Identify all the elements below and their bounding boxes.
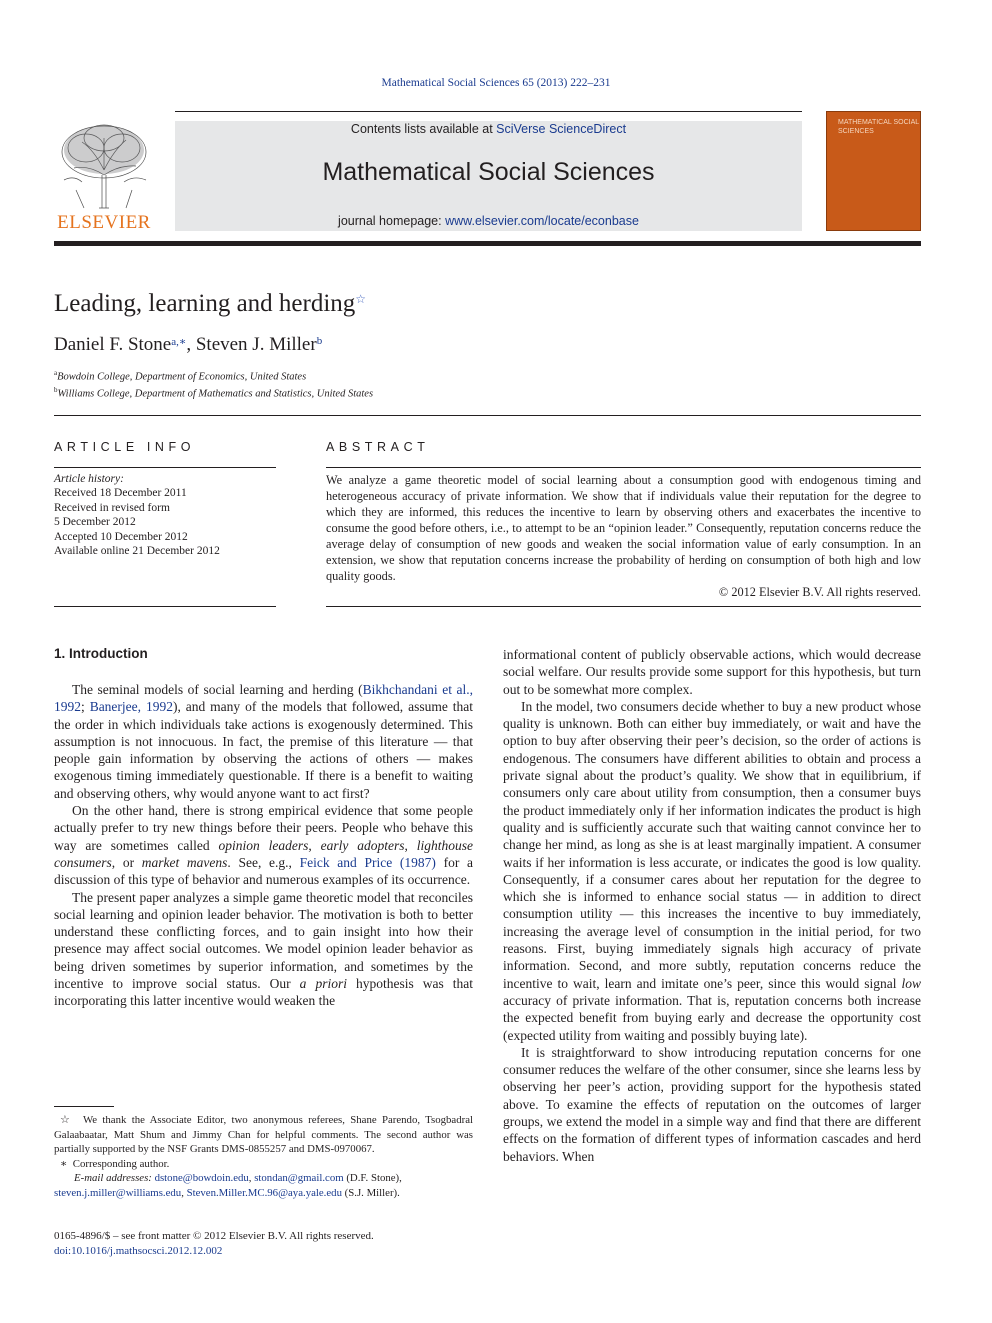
homepage-prefix: journal homepage:: [338, 214, 446, 228]
article-history: [54, 472, 276, 558]
elsevier-tree-icon: [54, 120, 154, 212]
journal-title: Mathematical Social Sciences: [322, 158, 655, 186]
history-item: Received 18 December 2011: [54, 487, 187, 500]
body-left-column: [54, 681, 473, 1010]
article-info-rule-bottom: [54, 606, 276, 607]
contents-prefix: Contents lists available at: [350, 122, 497, 136]
abstract-copyright: © 2012 Elsevier B.V. All rights reserved.: [718, 585, 921, 599]
issn-line: 0165-4896/$ – see front matter © 2012 Elsevier B.V. All rights reserved.: [54, 1230, 374, 1242]
affil-b-text: Williams College, Department of Mathematics and Statistics, United States: [57, 388, 374, 400]
footnote-emails: E-mail addresses: dstone@bowdoin.edu, stondan@gmail.com (D.F. Stone), steven.j.miller@williams.edu, Steven.Miller.MC.96@aya.yale.edu (S.J. Miller).: [54, 1172, 402, 1199]
email-link[interactable]: Steven.Miller.MC.96@aya.yale.edu: [186, 1186, 342, 1199]
footnotes: [54, 1113, 473, 1200]
affil-a-mark: a: [54, 369, 58, 377]
title-footnote-mark[interactable]: ☆: [355, 292, 367, 306]
contents-line: [175, 122, 802, 136]
journal-citation[interactable]: Mathematical Social Sciences 65 (2013) 222–231: [381, 77, 611, 89]
abstract-text: We analyze a game theoretic model of social learning about a consumption good with endogenous timing and heterogeneous accuracy of private information. We show that if individuals value their reputation for the degree to which they are informed, this reduces the incentive to learn by observing others and exacerbates the incentive to consume the good before others, i.e., to attempt to be an “opinion leader.” Consequently, reputation concerns reduce the average delay of consumption of new goods and weaken the social information value of early consumption. In an extension, we show that reputation concerns increase the probability of herding on consumption of both high and low quality goods.: [326, 473, 921, 583]
abstract-rule-top: [326, 467, 921, 468]
article-info-heading: ARTICLE INFO: [54, 440, 196, 454]
article-info-rule-top: [54, 467, 276, 468]
front-matter-info: [54, 1229, 374, 1259]
history-item: Available online 21 December 2012: [54, 545, 220, 558]
intro-paragraph: informational content of publicly observable actions, which would decrease social welfare. Our results provide some support for this hypothesis, but turn out to be somewhat more complex.: [503, 647, 921, 697]
abstract-body: [326, 472, 921, 600]
history-label: Article history:: [54, 473, 124, 485]
header-thick-rule: [54, 241, 921, 246]
homepage-link[interactable]: www.elsevier.com/locate/econbase: [445, 214, 639, 228]
sciverse-link[interactable]: SciVerse ScienceDirect: [496, 122, 627, 136]
author-list: Daniel F. Stone$^{a,∗}$, Steven J. Miller$^b$: [54, 334, 323, 355]
intro-paragraph: It is straightforward to show introducing reputation concerns for one consumer reduces the welfare of the other consumer, since she learns less by observing her peer’s action, providing support for the hypothesis stated above. To examine the effects of reputation on the outcomes of larger groups, we extend the model in a simple way and find that there are different effects on the formation of different types of information cascades and herd behaviors. When: [503, 1044, 921, 1164]
title-text: Leading, learning and herding: [54, 290, 356, 317]
abstract-heading: ABSTRACT: [326, 440, 430, 454]
footnote-rule: [54, 1106, 114, 1107]
cite-feick-price[interactable]: Feick and Price (1987): [299, 854, 436, 870]
cite-banerjee[interactable]: Banerjee, 1992: [89, 699, 173, 715]
affiliation-a: [54, 369, 306, 383]
author-stone-affil[interactable]: a,∗: [171, 336, 187, 348]
affil-a-text: Bowdoin College, Department of Economics, United States: [57, 371, 307, 383]
abstract-rule-bottom: [326, 606, 921, 607]
homepage-line: [175, 214, 802, 228]
affil-b-mark: b: [54, 386, 58, 394]
article-title: [54, 290, 366, 318]
intro-paragraph: The seminal models of social learning and herding (Bikhchandani et al., 1992; Banerjee, 1992), and many of the models that followed, assume that the order in which individuals take actions is exogenously determined. This assumption is not innocuous. In fact, the premise of this literature — that people gain information by observing the actions of others — makes exogenous timing immediately questionable. If there is a benefit to waiting and observing others, why would anyone want to act first?: [54, 682, 473, 801]
intro-paragraph: On the other hand, there is strong empirical evidence that some people actually prefer to try new things before their peers. People who behave this way are sometimes called opinion leaders, early adopters, lighthouse consumers, or market mavens. See, e.g., Feick and Price (1987) for a discussion of this type of behavior and numerous examples of its occurrence.: [54, 803, 474, 888]
author-miller: Steven J. Miller: [195, 334, 317, 355]
cover-title: MATHEMATICAL SOCIAL SCIENCES: [838, 119, 919, 135]
footnote-corresponding: ∗ Corresponding author.: [60, 1157, 170, 1170]
doi-link[interactable]: doi:10.1016/j.mathsocsci.2012.12.002: [54, 1245, 223, 1257]
history-item: 5 December 2012: [54, 516, 136, 529]
cite-bikhchandani[interactable]: Bikhchandani et al., 1992: [54, 682, 473, 715]
intro-paragraph: In the model, two consumers decide whether to buy a new product whose quality is unknown. Both can either buy immediately, or wait and have the option to buy after observing their peer’s decision, so the order of actions is endogenous. The consumers have different abilities to obtain and process a private signal about the product’s quality. We show that in equilibrium, if consumers only care about utility from consumption, then a consumer buys the product immediately only if her information indicates the product is high quality and is sufficiently accurate such that waiting cannot convince her to change her mind, as long as she is at least marginally impatient. A consumer waits if her information is less accurate, or indicates the good is low quality. Consequently, if a consumer cares about her reputation for the degree to which she is informed to enhance social status — in addition to direct consumption utility — this increases the incentive to buy immediately, increasing the average level of consumption in the initial period, for two reasons. First, buying immediately signals high accuracy of private information. Second, and more subtly, reputation concerns reduce the incentive to wait, learn and imitate one’s peer, since this would signal low accuracy of private information. That is, reputation concerns both increase the expected benefit from buying early and decrease the opportunity cost (expected utility from waiting and possibly buying late).: [503, 698, 921, 1043]
author-stone: Daniel F. Stone: [54, 334, 172, 355]
email-link[interactable]: dstone@bowdoin.edu: [154, 1172, 249, 1184]
affiliation-rule: [54, 415, 921, 416]
section-heading-introduction: 1. Introduction: [54, 646, 148, 661]
affiliation-b: [54, 386, 373, 400]
email-link[interactable]: stondan@gmail.com: [254, 1172, 344, 1184]
history-item: Accepted 10 December 2012: [54, 530, 188, 543]
elsevier-logo-text: ELSEVIER: [57, 212, 151, 233]
header-top-rule: [175, 111, 802, 112]
body-right-column: [503, 646, 921, 1165]
author-miller-affil[interactable]: b: [316, 335, 323, 347]
history-item: Received in revised form: [54, 501, 170, 514]
email-link[interactable]: steven.j.miller@williams.edu: [54, 1186, 182, 1199]
footnote-acknowledgement: ☆ We thank the Associate Editor, two anonymous referees, Shane Parendo, Tsogbadral Galaabaatar, Matt Shum and Jimmy Chan for helpful comments. The second author was partially supported by the NSF Grants DMS-0855257 and DMS-0970067.: [54, 1114, 473, 1155]
intro-paragraph: The present paper analyzes a simple game theoretic model that reconciles social learning and opinion leader behavior. The motivation is both to better understand these conflicting forces, and to gain insight into how their presence may affect social outcomes. We model opinion leader behavior as being driven sometimes by superior information, and sometimes by the incentive to improve social status. Our a priori hypothesis was that incorporating this latter incentive would weaken the: [54, 889, 473, 1009]
